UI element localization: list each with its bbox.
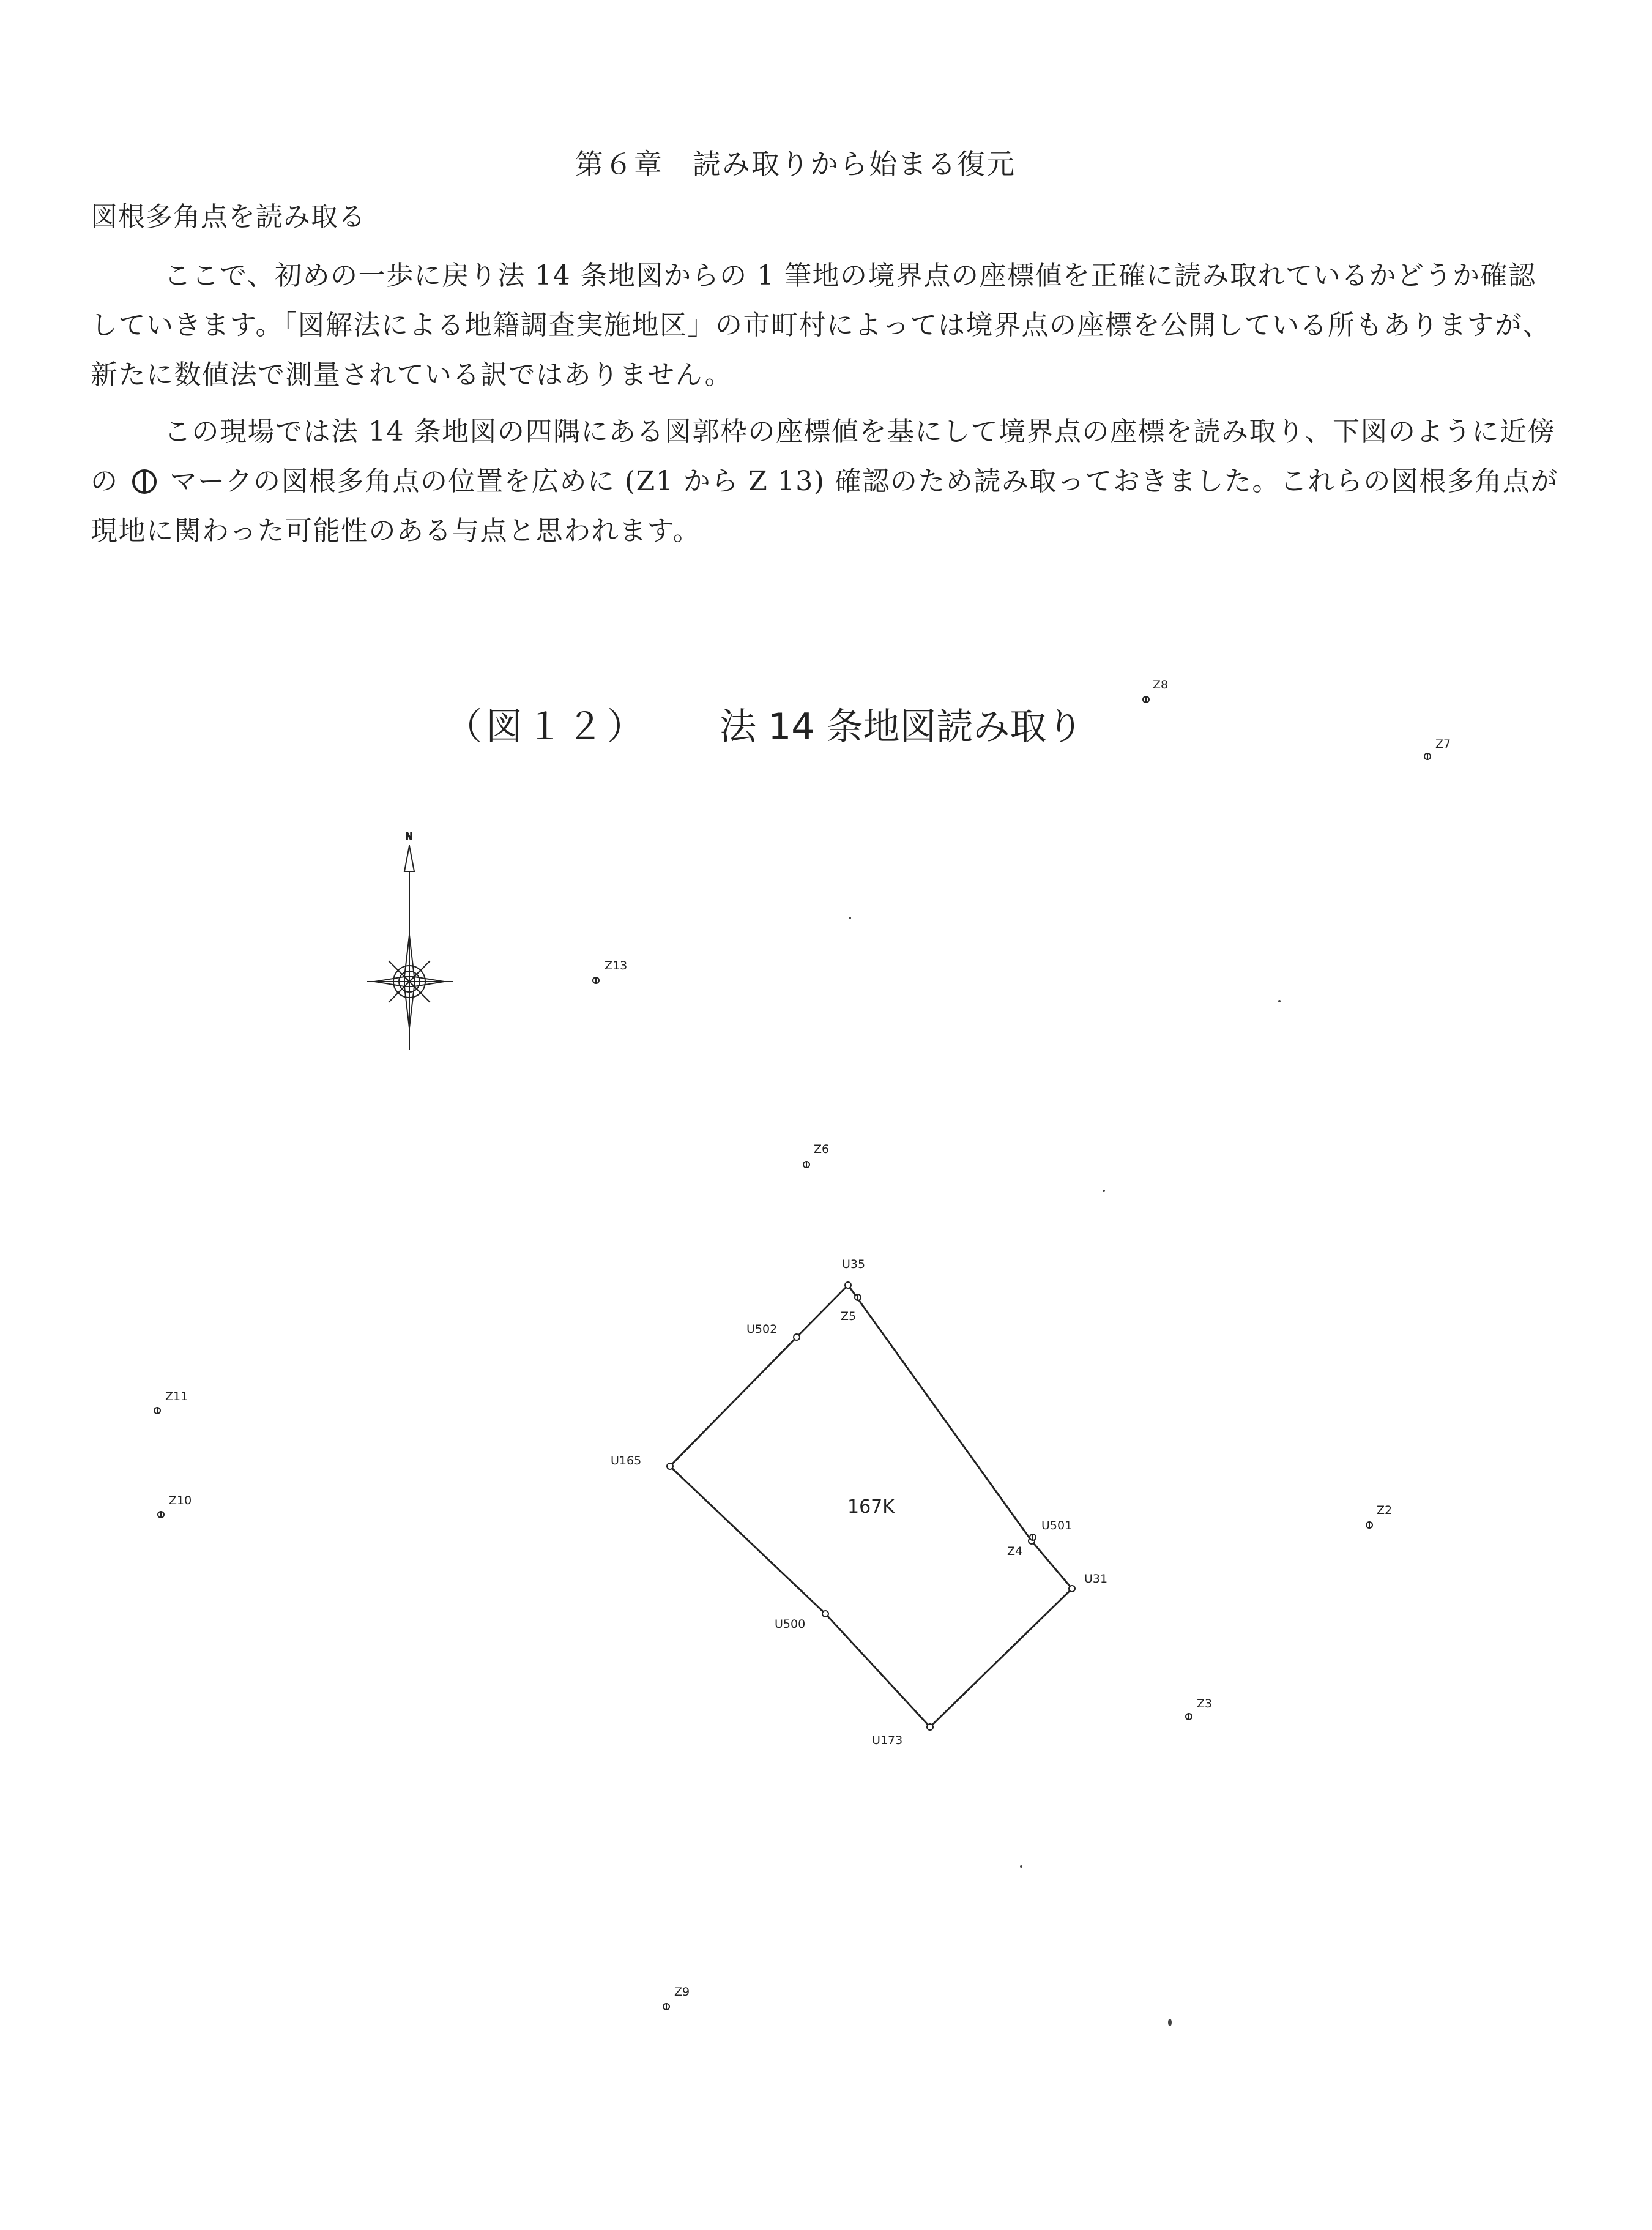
control-point	[1143, 678, 1168, 703]
boundary-point	[775, 1611, 828, 1631]
control-point-label: Z10	[169, 1494, 192, 1507]
scan-specks	[849, 917, 1281, 2026]
boundary-point-label: U165	[611, 1454, 642, 1467]
boundary-point-label: U31	[1084, 1572, 1108, 1586]
boundary-point	[872, 1724, 933, 1747]
boundary-point	[1069, 1572, 1107, 1592]
control-point	[158, 1494, 192, 1518]
north-arrow-icon	[367, 831, 453, 1050]
section-title: 図根多角点を読み取る	[91, 201, 366, 233]
boundary-point-label: U502	[746, 1322, 778, 1336]
chapter-title: 第６章 読み取りから始まる復元	[575, 147, 1016, 181]
control-point-label: Z11	[165, 1390, 188, 1403]
control-point-label: Z7	[1435, 737, 1451, 751]
parcel-label: 167K	[847, 1496, 895, 1518]
control-point-label: Z6	[814, 1143, 830, 1156]
boundary-point-label: U35	[842, 1258, 866, 1271]
control-point	[841, 1294, 861, 1323]
paragraph-1: ここで、初めの一歩に戻り法 14 条地図からの 1 筆地の境界点の座標値を正確に読み取れているかどうか確認していきます。「図解法による地籍調査実施地区」の市町村によっては境界点の座標を公開している所もありますが、新たに数値法で測量されている訳ではありません。	[91, 260, 1550, 390]
control-point	[663, 1985, 690, 2010]
paragraph-2-text-a: この現場では法 14 条地図の四隅にある図郭枠の座標値を基にして境界点の座標を読み取り、下図のように近傍の	[91, 416, 1555, 497]
control-point	[1007, 1534, 1036, 1558]
control-point-label: Z4	[1007, 1545, 1023, 1558]
boundary-point	[746, 1322, 800, 1340]
control-point	[593, 959, 627, 983]
boundary-point-label: U500	[775, 1617, 806, 1631]
control-point-label: Z2	[1377, 1504, 1393, 1517]
figure-number: （図１２）	[445, 706, 647, 748]
control-point	[1424, 737, 1451, 759]
boundary-point	[1029, 1519, 1072, 1544]
control-point	[1366, 1504, 1392, 1528]
figure-caption: 法 14 条地図読み取り	[720, 706, 1084, 748]
control-point	[803, 1143, 829, 1168]
boundary-point	[842, 1258, 865, 1288]
boundary-point-label: U501	[1041, 1519, 1073, 1532]
boundary-point	[611, 1454, 673, 1469]
control-point-label: Z13	[605, 959, 628, 972]
control-point-label: Z3	[1197, 1697, 1213, 1710]
control-point	[154, 1390, 188, 1414]
compass-north-label: N	[406, 831, 413, 842]
control-point-label: Z5	[841, 1310, 857, 1323]
control-point-label: Z9	[674, 1985, 690, 1999]
control-point-label: Z8	[1153, 678, 1169, 692]
paragraph-2-text-b: マークの図根多角点の位置を広めに (Z1 から Z 13) 確認のため読み取っておきました。これらの図根多角点が現地に関わった可能性のある与点と思われます。	[91, 466, 1558, 546]
control-point	[1186, 1697, 1212, 1720]
boundary-point-label: U173	[872, 1734, 903, 1747]
